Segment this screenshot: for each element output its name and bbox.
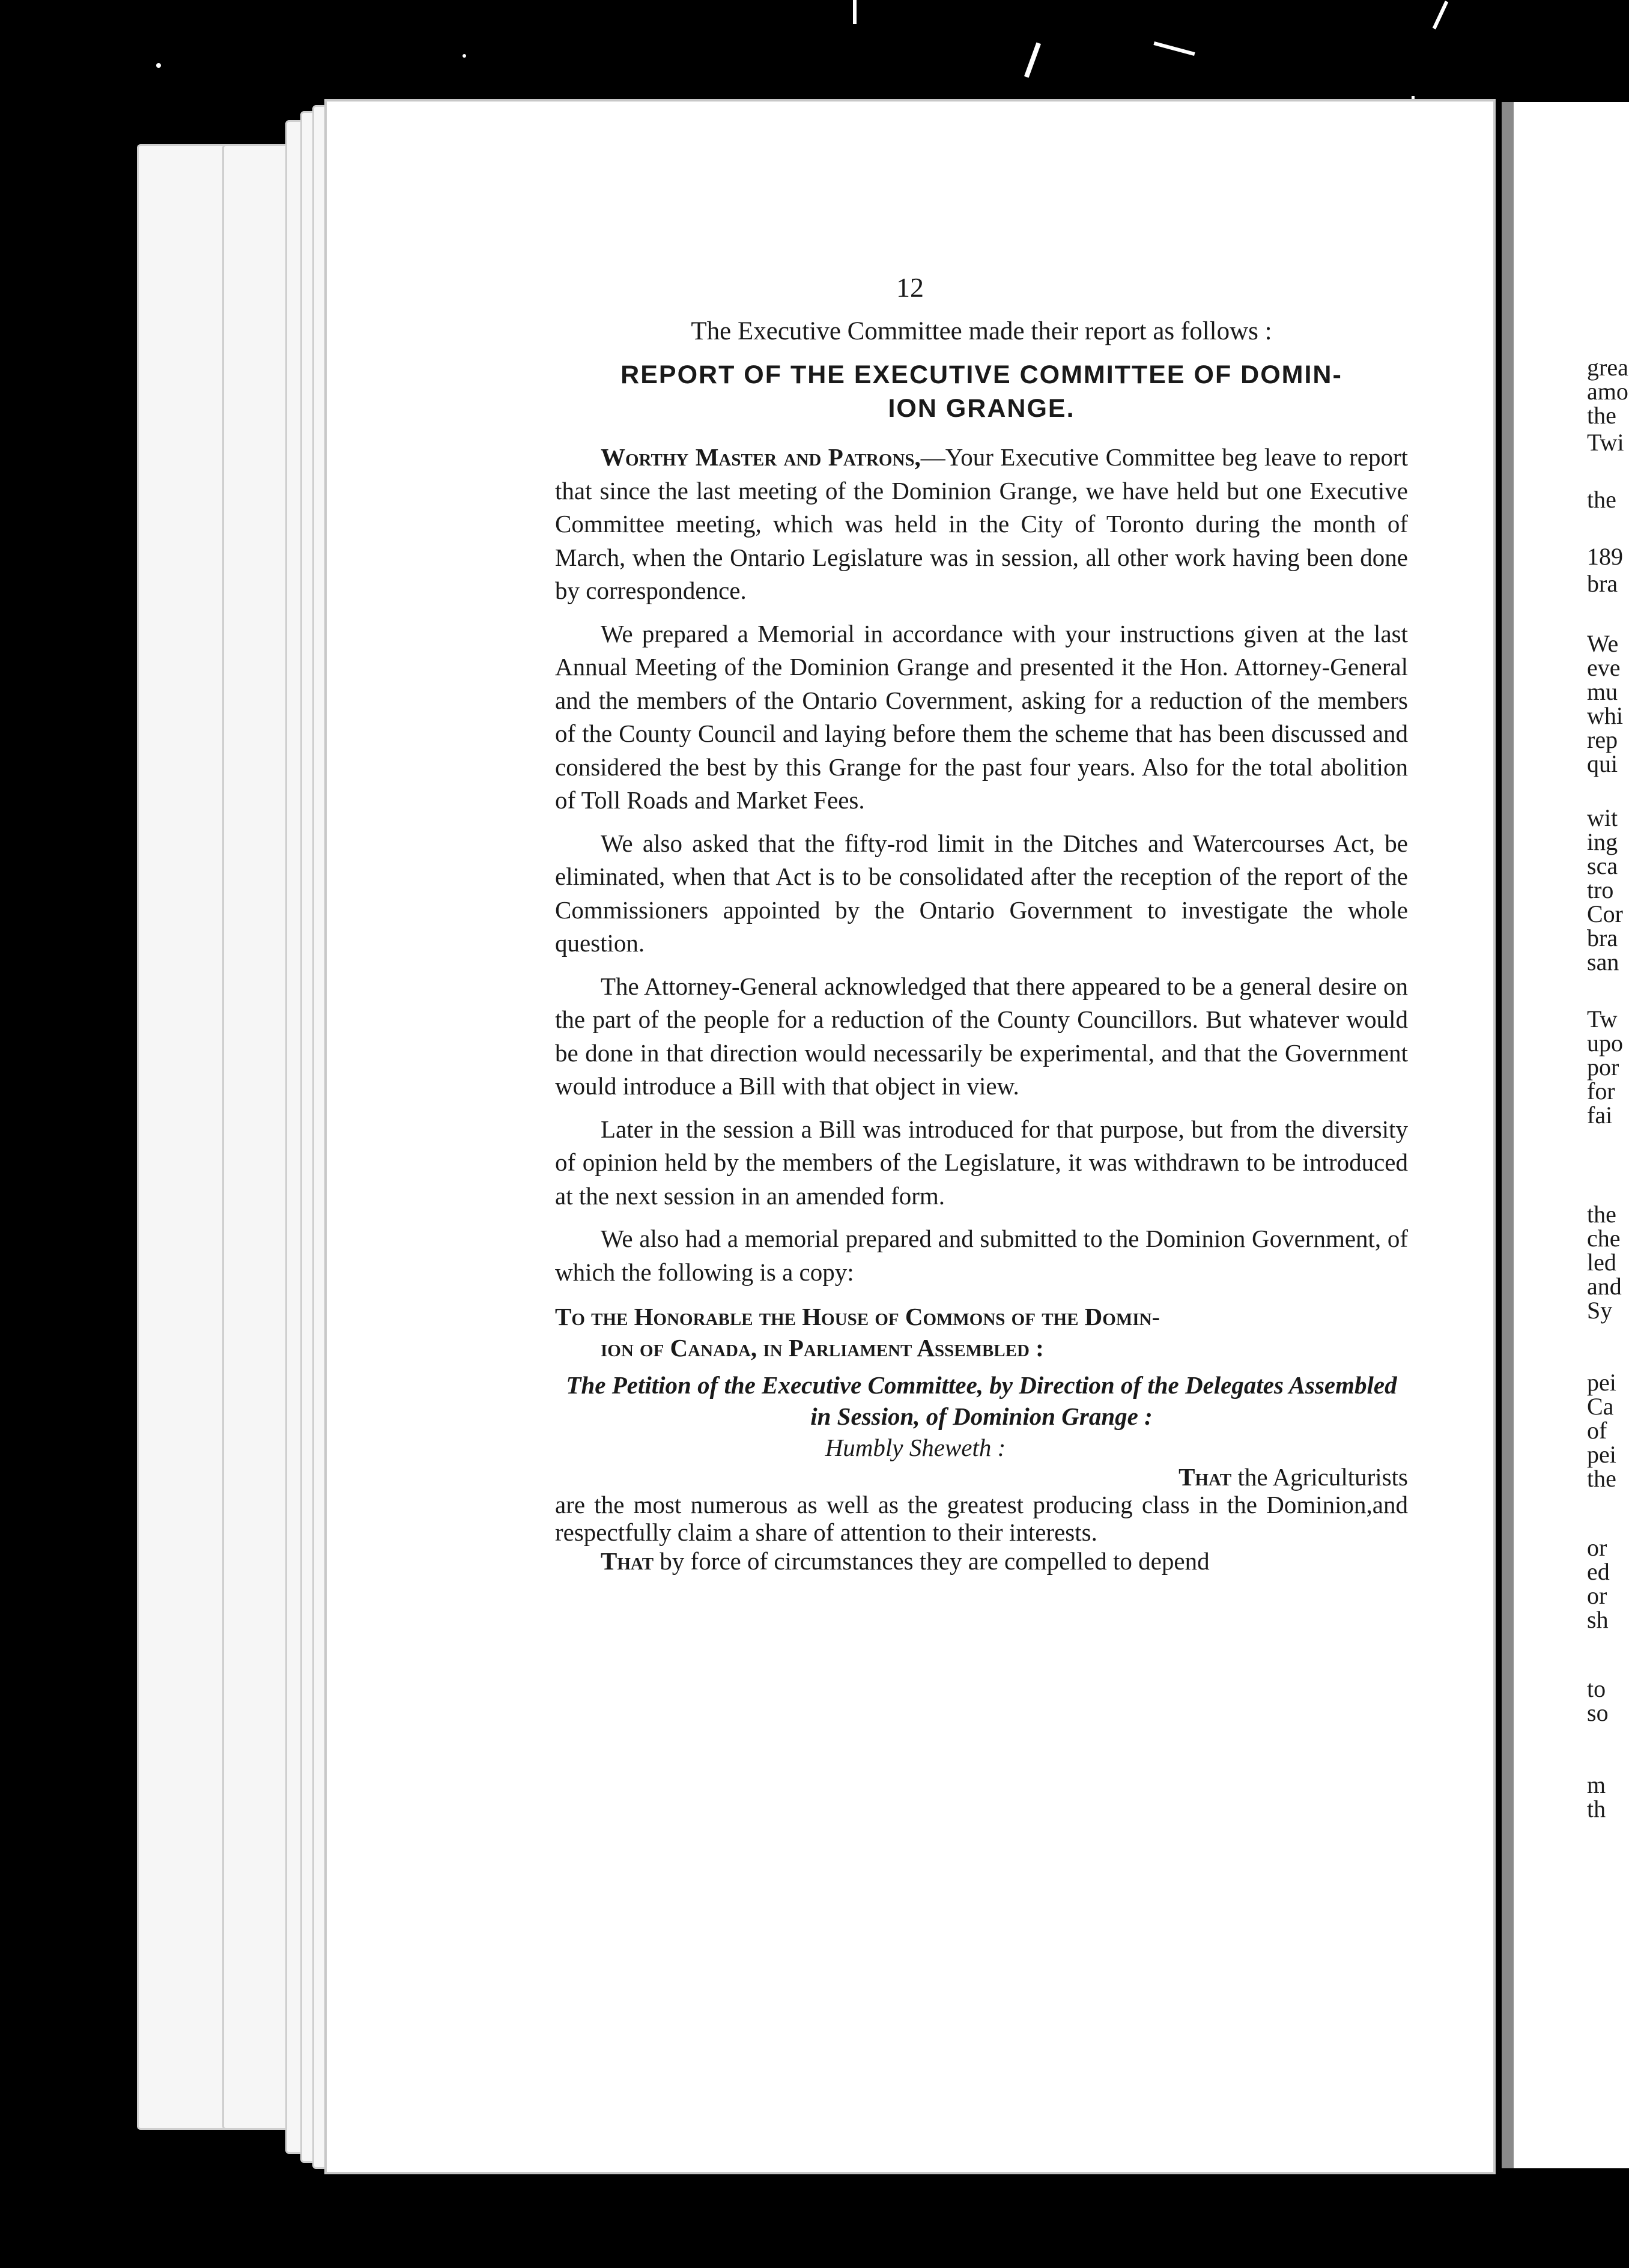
facing-line: pei [1587, 1369, 1616, 1396]
report-title-line2: ION GRANGE. [888, 394, 1075, 423]
facing-line: ed [1587, 1558, 1610, 1585]
facing-line: 189 [1587, 543, 1623, 570]
facing-line: th [1587, 1795, 1606, 1822]
scan-speck [853, 0, 857, 24]
page-number: 12 [896, 272, 924, 303]
facing-line: so [1587, 1699, 1609, 1726]
paragraph-text: —Your Executive Committee beg leave to report that since the last meeting of the Dominion Grange, we have held but one Executive Committee meeting, which was held in the City of Toronto during the month of March, when the Ontario Legislature was in session, all other work having been done by correspondence. [555, 443, 1408, 604]
page-content [555, 315, 1408, 1575]
facing-line: sca [1587, 852, 1618, 879]
facing-line: to [1587, 1675, 1606, 1702]
facing-line: wit [1587, 804, 1618, 831]
facing-line: bra [1587, 570, 1618, 597]
paragraph-memorial: We prepared a Memorial in accordance with your instructions given at the last Annual Meeting of the Dominion Grange and presented it the Hon. Attorney-General and the members of the Ontario Covernment, asking for a reduction of the members of the County Council and laying before them the scheme that has been discussed and considered the best by this Grange for the past four years. Also for the total abolition of Toll Roads and Market Fees. [555, 619, 1408, 814]
facing-page [1502, 102, 1629, 2168]
scan-speck [156, 63, 161, 68]
facing-line: Twi [1587, 429, 1624, 456]
facing-line: for [1587, 1078, 1615, 1105]
scan-speck [463, 54, 466, 58]
facing-line: and [1587, 1273, 1622, 1300]
facing-line: m [1587, 1771, 1606, 1798]
paragraph-salutation [555, 441, 1408, 608]
paragraph-bill: Later in the session a Bill was introduced for that purpose, but from the diversity of opinion held by the members of the Legislature, it was withdrawn to be introduced at the next session in an amended form. [555, 1115, 1408, 1210]
that-right-text: the Agriculturists [1231, 1463, 1408, 1491]
petition-address [555, 1301, 1408, 1363]
report-title [555, 358, 1408, 425]
that-clause-start [555, 1463, 1408, 1491]
facing-line: tro [1587, 876, 1614, 903]
paragraph-dominion-memorial: We also had a memorial prepared and submitted to the Dominion Government, of which the following is a copy: [555, 1225, 1408, 1286]
petition-heading: The Petition of the Executive Committee, by Direction of the Delegates Assembled in Session, of Dominion Grange : [566, 1371, 1397, 1430]
facing-line: or [1587, 1582, 1607, 1609]
facing-line: eve [1587, 654, 1621, 681]
paragraph-attorney-general: The Attorney-General acknowledged that there appeared to be a general desire on the part of the people for a reduction of the County Councillors. But whatever would be done in that direction would necessarily be experimental, and that the Government would introduce a Bill with that object in view. [555, 972, 1408, 1100]
facing-line: por [1587, 1054, 1619, 1081]
that-clause-second [555, 1547, 1408, 1575]
facing-line: grea [1587, 354, 1628, 381]
salutation-lead: Worthy Master and Patrons, [601, 443, 921, 471]
facing-line: led [1587, 1249, 1616, 1276]
facing-line: amo [1587, 378, 1628, 405]
that-second-text: by force of circumstances they are compelled to depend [654, 1547, 1210, 1575]
facing-line: whi [1587, 702, 1623, 729]
facing-line: Tw [1587, 1005, 1618, 1032]
facing-line: We [1587, 630, 1619, 657]
facing-line: the [1587, 486, 1616, 513]
facing-line: fai [1587, 1102, 1613, 1129]
scan-speck [1153, 41, 1195, 56]
facing-line: the [1587, 402, 1616, 429]
facing-line: or [1587, 1534, 1607, 1561]
facing-line: the [1587, 1465, 1616, 1492]
paragraph-ditches: We also asked that the fifty-rod limit in the Ditches and Watercourses Act, be eliminated, when that Act is to be consolidated after the reception of the report of the Commissioners appointed by the Ontario Government to investigate the whole question. [555, 829, 1408, 957]
address-line1: To the Honorable the House of Commons of the Domin- [555, 1303, 1160, 1330]
intro-line: The Executive Committee made their report as follows : [691, 317, 1272, 345]
facing-line: Ca [1587, 1393, 1614, 1420]
facing-line: che [1587, 1225, 1621, 1252]
scan-speck [1433, 1, 1449, 29]
facing-line: sh [1587, 1606, 1609, 1633]
facing-line: mu [1587, 678, 1618, 705]
facing-line: ing [1587, 828, 1618, 855]
facing-line: upo [1587, 1029, 1623, 1057]
facing-line: Cor [1587, 900, 1623, 927]
facing-line: rep [1587, 726, 1618, 753]
document-page [324, 99, 1496, 2174]
facing-line: san [1587, 948, 1619, 975]
that-lead-2: That [601, 1547, 654, 1575]
report-title-line1: REPORT OF THE EXECUTIVE COMMITTEE OF DOMIN- [620, 360, 1342, 389]
that-clause-continued: are the most numerous as well as the greatest producing class in the Dominion,and respectfully claim a share of attention to their interests. [555, 1491, 1408, 1546]
facing-line: qui [1587, 750, 1618, 777]
scan-speck [1024, 42, 1041, 77]
facing-line: pei [1587, 1441, 1616, 1468]
facing-line: of [1587, 1417, 1607, 1444]
address-line2: ion of Canada, in Parliament Assembled : [601, 1334, 1044, 1362]
facing-line: bra [1587, 924, 1618, 951]
that-lead: That [1179, 1463, 1232, 1491]
humbly-sheweth: Humbly Sheweth : [825, 1434, 1006, 1461]
facing-line: the [1587, 1201, 1616, 1228]
facing-line: Sy [1587, 1297, 1613, 1324]
